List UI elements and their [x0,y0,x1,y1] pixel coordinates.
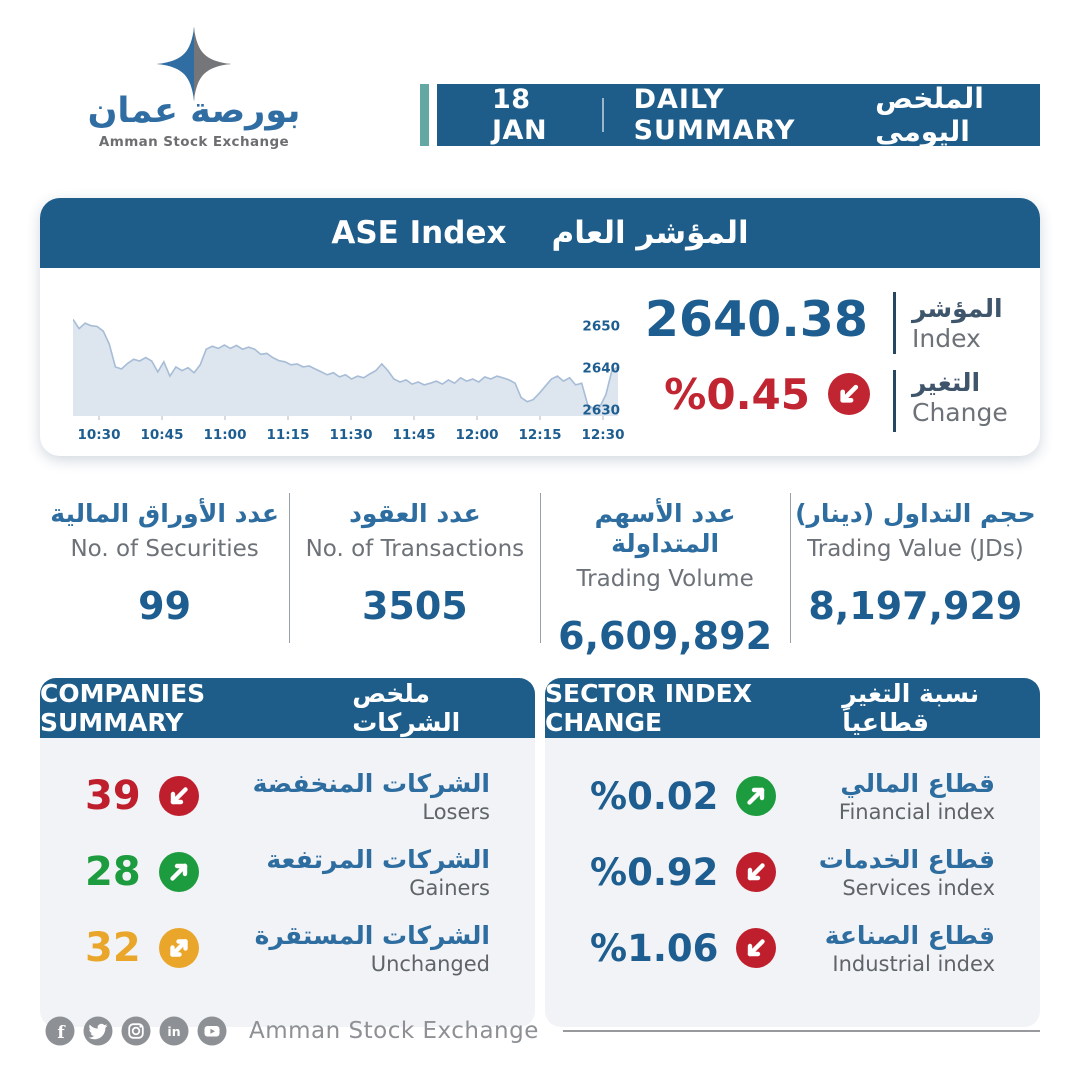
index-label [912,296,1003,353]
stat-trading-value [790,493,1040,643]
svg-text:11:15: 11:15 [266,427,310,443]
header-date: 18 JAN [492,84,548,146]
header-bar [437,84,1040,146]
industrial-index-change: %1.06 [590,926,719,970]
stat-value: 99 [138,584,192,628]
svg-text:2650: 2650 [582,318,620,335]
unchanged-label-ar: الشركات المستقرة [254,920,490,950]
gainers-label-en: Gainers [409,876,490,901]
losers-count: 39 [85,773,141,819]
companies-summary-header [40,678,535,738]
services-label-en: Services index [842,876,995,901]
stat-label-ar: حجم التداول (دينار) [795,499,1036,528]
svg-text:12:00: 12:00 [455,427,499,443]
linkedin-icon[interactable] [159,1016,189,1046]
svg-text:2640: 2640 [582,360,620,377]
change-label-en: Change [912,398,1008,428]
change-label-divider [893,370,896,432]
up-right-arrow-icon [159,852,199,892]
sectors-title-ar: نسبة التغير قطاعياً [842,679,980,737]
stat-label-en: Trading Value (JDs) [807,536,1024,562]
stat-label-en: No. of Transactions [305,536,525,562]
header-title-en: DAILY SUMMARY [633,84,796,146]
svg-text:11:00: 11:00 [203,427,247,443]
index-label-en: Index [912,324,981,354]
footer-rule [563,1030,1040,1032]
card-title-ar: المؤشر العام [551,215,749,251]
double-diagonal-arrow-icon [159,928,199,968]
change-value: %0.45 [664,370,810,419]
ase-index-intraday-chart [73,311,648,451]
sector-index-change-body [545,738,1040,1027]
ase-index-card-title [40,198,1040,268]
index-label-divider [893,292,896,354]
stat-value: 3505 [361,584,468,628]
services-label-ar: قطاع الخدمات [818,844,995,874]
companies-summary-body [40,738,535,1027]
youtube-icon[interactable] [197,1016,227,1046]
unchanged-count: 32 [85,925,141,971]
companies-row-unchanged [40,917,535,979]
svg-text:in: in [167,1024,181,1039]
unchanged-label-en: Unchanged [370,952,490,977]
stat-securities [40,493,289,643]
sector-row-financial [545,765,1040,827]
stat-label-ar: عدد الأوراق المالية [50,499,279,528]
svg-text:f: f [57,1023,65,1043]
stat-value: 6,609,892 [558,614,773,658]
down-left-arrow-icon [736,852,776,892]
sector-index-change-header [545,678,1040,738]
down-left-arrow-icon [736,928,776,968]
companies-title-ar: ملخص الشركات [352,679,461,737]
logo-arabic-text: بورصة عمان [87,91,301,131]
stat-value: 8,197,929 [808,584,1023,628]
losers-label-ar: الشركات المنخفضة [252,768,490,798]
ase-logo [78,26,310,150]
change-label-ar: التغير [912,368,981,397]
instagram-icon[interactable] [121,1016,151,1046]
header-title-ar: الملخص اليومي [875,82,984,148]
index-label-ar: المؤشر [912,294,1003,323]
down-left-arrow-icon [159,776,199,816]
market-statistics-row [40,493,1040,658]
footer-brand-text: Amman Stock Exchange [249,1018,539,1044]
gainers-label-ar: الشركات المرتفعة [266,844,490,874]
companies-row-gainers [40,841,535,903]
footer [45,1016,1040,1046]
companies-summary-panel [40,678,535,1000]
facebook-icon[interactable] [45,1016,75,1046]
svg-text:10:30: 10:30 [77,427,121,443]
stat-label-ar: عدد الأسهم المتداولة [594,499,736,558]
companies-row-losers [40,765,535,827]
losers-label-en: Losers [422,800,490,825]
header-accent-bar [420,84,429,146]
stat-label-en: Trading Volume [576,566,754,592]
financial-label-en: Financial index [838,800,995,825]
svg-text:2630: 2630 [582,402,620,419]
index-value: 2640.38 [644,291,868,348]
industrial-label-ar: قطاع الصناعة [824,920,995,950]
companies-title-en: COMPANIES SUMMARY [40,679,206,737]
logo-english-text: Amman Stock Exchange [98,133,290,150]
stat-transactions [289,493,539,643]
sectors-title-en: SECTOR INDEX CHANGE [545,679,753,737]
financial-index-change: %0.02 [590,774,719,818]
change-label [912,370,1008,427]
sector-index-change-panel [545,678,1040,1000]
stat-trading-volume [540,493,790,658]
up-right-arrow-icon [736,776,776,816]
card-title-en: ASE Index [331,215,507,251]
header-divider [602,98,604,132]
svg-text:12:15: 12:15 [518,427,562,443]
twitter-icon[interactable] [83,1016,113,1046]
svg-text:12:30: 12:30 [581,427,625,443]
stat-label-ar: عدد العقود [349,499,481,528]
svg-text:10:45: 10:45 [140,427,184,443]
financial-label-ar: قطاع المالي [840,768,995,798]
ase-index-card [40,198,1040,456]
svg-text:11:45: 11:45 [392,427,436,443]
stat-label-en: No. of Securities [70,536,259,562]
svg-text:11:30: 11:30 [329,427,373,443]
sector-row-services [545,841,1040,903]
services-index-change: %0.92 [590,850,719,894]
gainers-count: 28 [85,849,141,895]
industrial-label-en: Industrial index [832,952,995,977]
change-down-arrow-icon [828,373,870,415]
sector-row-industrial [545,917,1040,979]
